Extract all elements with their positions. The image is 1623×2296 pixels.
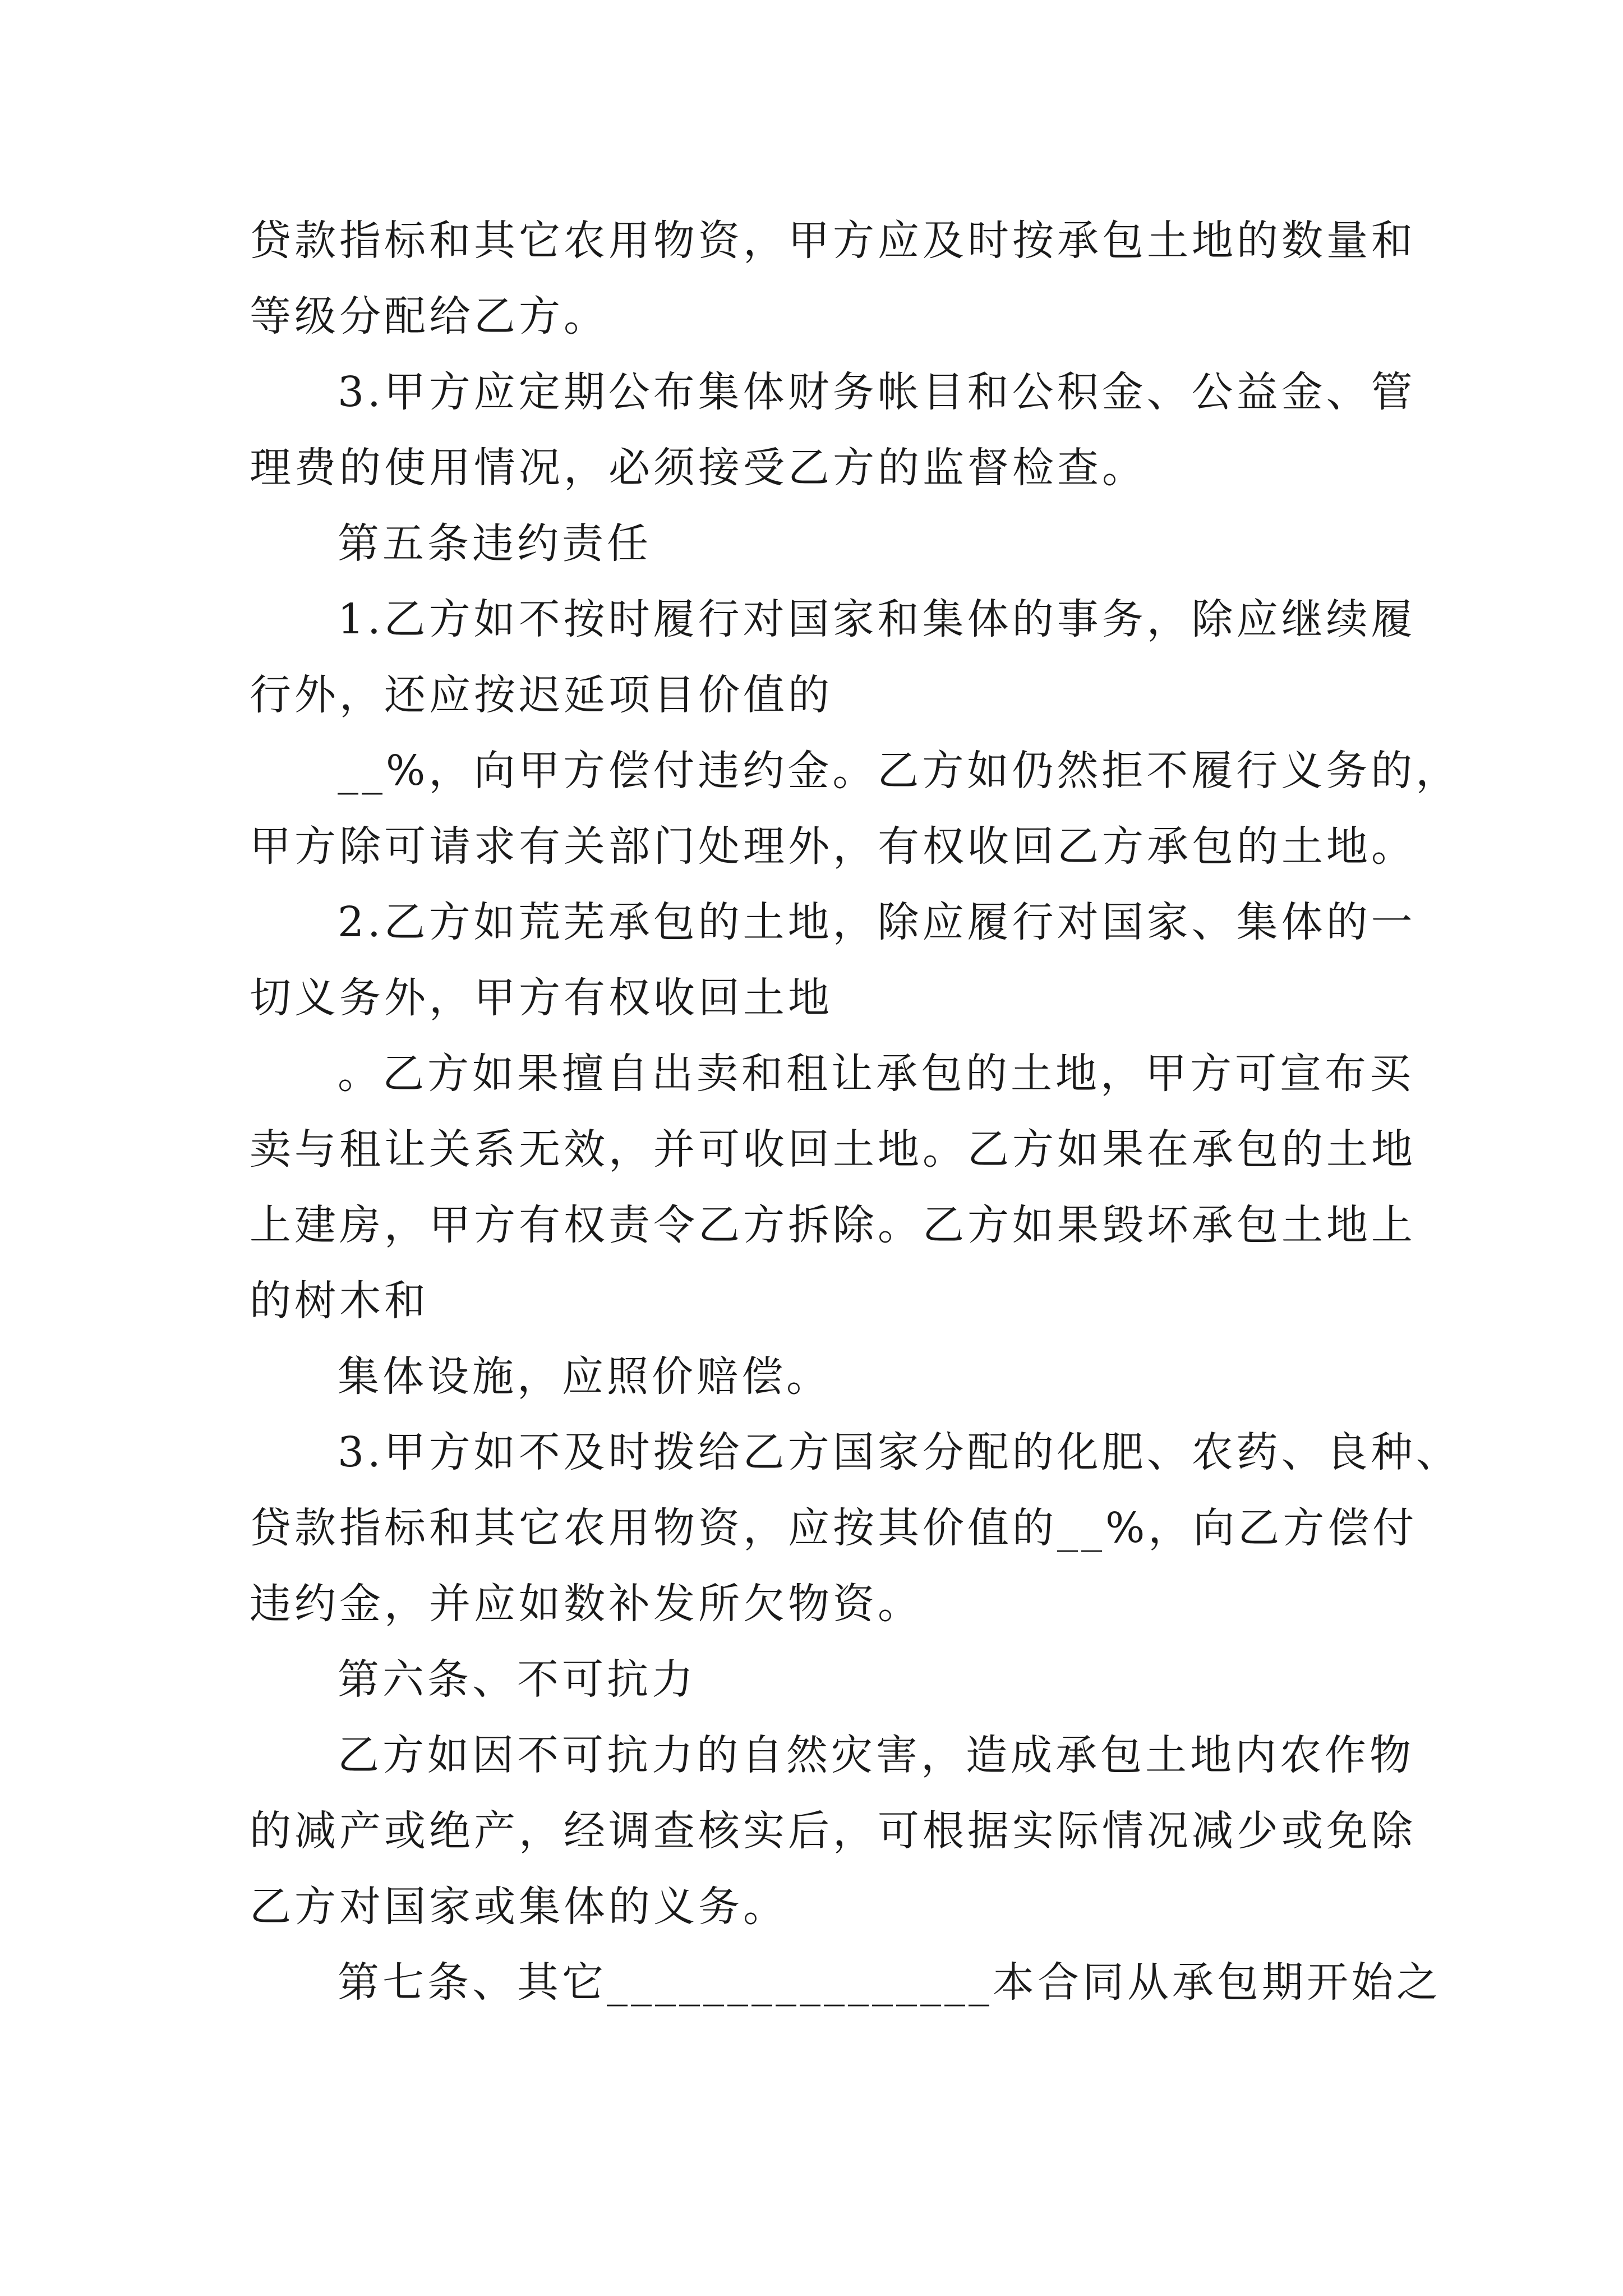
paragraph-line: 第七条、其它________________本合同从承包期开始之 [338,1958,1441,2007]
paragraph-line: 卖与租让关系无效，并可收回土地。乙方如果在承包的土地 [250,1125,1416,1174]
section-heading: 第五条违约责任 [338,519,652,568]
paragraph-line: 的树木和 [250,1277,429,1325]
paragraph-line: 贷款指标和其它农用物资，应按其价值的__%，向乙方偿付 [250,1504,1418,1552]
paragraph-line: 集体设施，应照价赔偿。 [338,1352,831,1401]
paragraph-line: 乙方如因不可抗力的自然灾害，造成承包土地内农作物 [338,1731,1414,1779]
paragraph-line: 的减产或绝产，经调查核实后，可根据实际情况减少或免除 [250,1807,1416,1855]
paragraph-line: 行外，还应按迟延项目价值的 [250,671,833,719]
paragraph-line: 3.甲方应定期公布集体财务帐目和公积金、公益金、管 [338,368,1416,416]
paragraph-line: 3.甲方如不及时拨给乙方国家分配的化肥、农药、良种、 [338,1428,1461,1476]
paragraph-line: 等级分配给乙方。 [250,292,608,341]
paragraph-line: 1.乙方如不按时履行对国家和集体的事务，除应继续履 [338,595,1416,643]
paragraph-line: 甲方除可请求有关部门处理外，有权收回乙方承包的土地。 [250,822,1416,871]
paragraph-line: 。乙方如果擅自出卖和租让承包的土地，甲方可宣布买 [338,1050,1414,1098]
paragraph-line: 切义务外，甲方有权收回土地 [250,974,833,1022]
paragraph-line: 违约金，并应如数补发所欠物资。 [250,1580,923,1628]
paragraph-line: 乙方对国家或集体的义务。 [250,1883,788,1931]
paragraph-line: 上建房，甲方有权责令乙方拆除。乙方如果毁坏承包土地上 [250,1201,1416,1249]
paragraph-line: 理费的使用情况，必须接受乙方的监督检查。 [250,444,1147,492]
paragraph-line: 2.乙方如荒芜承包的土地，除应履行对国家、集体的一 [338,898,1416,946]
section-heading: 第六条、不可抗力 [338,1655,697,1704]
paragraph-line: 贷款指标和其它农用物资，甲方应及时按承包土地的数量和 [250,217,1416,265]
paragraph-line: __%，向甲方偿付违约金。乙方如仍然拒不履行义务的， [338,747,1461,795]
